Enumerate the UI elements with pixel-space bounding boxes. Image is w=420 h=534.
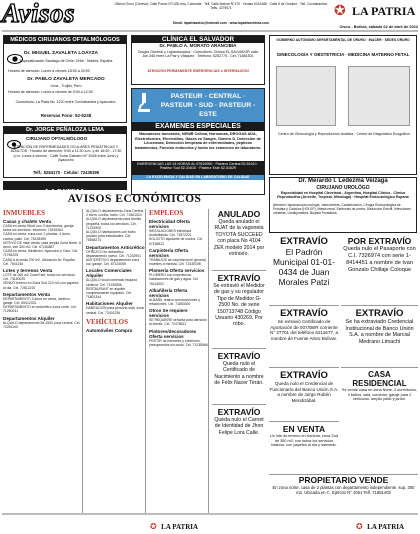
notice-body: Queda nulo el Pasaporte con C.I. 7326974 con serie 1-8414451 a nombre de Ivan Gonzalo Chillaje Coloque xyxy=(343,246,416,273)
hospital-title: GINECOLOGÍA Y OBSTETRICIA · MEDICINA MATERNO FETAL xyxy=(276,52,410,57)
notice-body: Queda anulado el RUAT de la vagoneta TOYOTA SUCCEED con placa No 4104 ZEK modelo 2014 por extravío. xyxy=(213,219,265,258)
ad-sub: CIRUJANO UROLÓGO xyxy=(316,185,370,191)
doctor2-name: Dr. PABLO ZAVALETA MERCADO xyxy=(27,77,105,82)
notice-title: CASA RESIDENCIAL xyxy=(352,370,407,388)
brand-logo xyxy=(334,2,418,22)
page-header xyxy=(0,0,420,32)
notice-extravio-colegio xyxy=(269,370,339,422)
classified-ad: CASA en venta 96m2 con 3 dormitorios, garaje, todos los servicios. Informes: 71839264 xyxy=(3,224,75,233)
category-heading: Plomería Oferta servicios xyxy=(149,268,205,274)
notice-casa-residencial xyxy=(341,370,418,426)
notice-body: Un lote de terreno en Kantuta, zona Sud de 350 m2, con todos los servicios básicos, con papeles al día y saneado. xyxy=(270,434,338,448)
classified-ad: MOTIVO DE viaje vendo casa amplia Zona Norte, 8 dorm, lote 300 m2. Cel. 67154887 xyxy=(3,240,81,250)
classified-ad: ALQUILO departamento para familia pequeña, todos los servicios. Cel. 71231900 xyxy=(86,217,142,230)
classified-ad: SOLICITO ayudante de cocina. Cel. 67156822 xyxy=(149,237,204,246)
classified-ad: CASA en venta, zona sud, 2 plantas, 4 dorm, cocina, patio. Cel. 76128455 xyxy=(3,232,71,241)
exams-title: EXÁMENES ESPECIALES xyxy=(132,122,264,131)
office-lines: Oficina Oruro (Central): Calle Potosí N°1430 esq. Colombia · Telf. Calle Bolívar N°470 · Ventas 5242488 · Calle 6 de Octubre · Telf. Cochabamba: Telfs. 4279571 xyxy=(114,2,328,10)
page-footer xyxy=(0,513,420,531)
logos-row: GOBIERNO AUTÓNOMO DEPARTAMENTAL DE ORURO · INACER · SEDES ORURO xyxy=(276,38,410,42)
notice-extravio-certificado xyxy=(341,308,418,368)
category-heading: Carpintería Oferta servicios xyxy=(149,247,189,258)
middle-classified-column xyxy=(86,209,146,514)
category-heading: Casas y chalets Venta xyxy=(3,219,52,224)
phone: Reservas Fono: 52-5238 xyxy=(40,113,92,118)
star-icon: ✪ xyxy=(356,522,363,531)
inmuebles-head: INMUEBLES xyxy=(3,209,46,217)
notice-title: EXTRAVÍO xyxy=(217,407,261,417)
classified-ad: TRABAJOS de carpintería en general, muebles a medida. Cel. 72430198 xyxy=(149,257,207,267)
category-heading: Departamentos Venta xyxy=(3,291,50,297)
notice-por-extravio xyxy=(341,236,418,306)
notice-title: EN VENTA xyxy=(282,424,326,434)
inmuebles-column xyxy=(3,209,83,514)
vehiculos-head: VEHÍCULOS xyxy=(86,317,129,326)
category-heading: Lotes y terrenos Venta xyxy=(3,268,53,274)
footer-logo-left xyxy=(150,516,210,531)
phones: EMERGENCIAS LAS 24 HORAS AL 67819050 · Pasteur Central 52-51610 · Pasteur Sud 52-31610 · Pasteur Este 52-51629 xyxy=(132,161,264,175)
classified-ad: PLOMERO con experiencia, instalaciones de gas y agua. Cel. 76114002 xyxy=(149,273,199,286)
doctor-photo xyxy=(348,66,410,126)
band-brand: LA PATRIA xyxy=(45,187,85,196)
notice-extravio-cedula xyxy=(269,308,339,368)
notice-title: EXTRAVÍO xyxy=(217,273,261,283)
notice-body: Se ha extraviado Credencial Institucional de Banco Unión S.A. a nombre de Marcial Medrano Limachi xyxy=(345,319,414,345)
hours1: Horario de atención: Lunes a viernes 18:00 a 20:00 xyxy=(8,69,90,73)
doctor-photo xyxy=(276,66,336,126)
header-title: Avisos xyxy=(2,0,76,28)
ad-title: CLÍNICA EL SALVADOR xyxy=(132,36,264,43)
classified-ad: ALQUILO habitaciones con baño privado para estudiantes. Cel. 76548273 xyxy=(86,230,136,243)
ad-hospital xyxy=(269,35,417,175)
classified-ad: INSTALACIONES eléctricas domiciliarias. Cel. 71872221 xyxy=(149,229,192,238)
classified-ad: ALQUILO departamento Bs 1500 zona central. Cel. 72281140 xyxy=(3,320,81,329)
ad-clinica-salvador xyxy=(131,35,265,85)
classified-ad: ANTICRÉTICO departamento zona sur, garaje. Cel. 67124055 xyxy=(86,258,140,267)
classified-ad: ALBAÑIL realiza construcciones y refacciones. Cel. 71853300 xyxy=(149,297,200,307)
ad-medicos-oftalmologos xyxy=(3,35,127,123)
doctor1-sub: Especialización Santiago de Chile, Chile · Madrid, España xyxy=(19,59,113,63)
notice-body: El Padrón Municipal 01-01-0434 de Juan Morales Patzi xyxy=(273,247,335,287)
notice-en-venta xyxy=(269,424,339,472)
classified-ad: DEPARTAMENTO en anticrético zona norte. Cel. 71250041 xyxy=(3,305,77,314)
notice-extravio-municipal xyxy=(269,236,339,306)
category-heading: Habitaciones Alquiler xyxy=(86,301,133,307)
ad-veizaga xyxy=(269,177,417,233)
pasteur-footer: LA EXCELENCIA Y CALIDAD EN LABORATORIO DE CALIDAD xyxy=(132,175,264,180)
classified-ad: OFREZCO en anticrético departamento nuevo. Cel. 71232901 xyxy=(86,249,142,258)
notice-body: Queda nulo el Certificado de Nacimiento a nombre de Félix Nacer Terán. xyxy=(214,361,264,387)
notice-extravio-carnet xyxy=(212,407,266,461)
notice-title: EXTRAVÍO xyxy=(280,370,328,381)
ad-sub: CIRUJANO OFTALMÓLOGO xyxy=(26,136,88,141)
category-heading: Otros Se requiere servicios xyxy=(149,308,188,319)
notice-title: ANULADO xyxy=(217,209,261,219)
category-heading: Departamentos Alquiler xyxy=(3,315,55,321)
category-heading: Pintores/decoradores Oferta servicios xyxy=(149,328,197,339)
ad-sub: Dr. PABLO A. MORATO ARANCIBIA xyxy=(159,43,237,48)
notice-title: POR EXTRAVÍO xyxy=(347,236,412,246)
classified-ad: SE REQUIERE señorita para atención al cliente. Cel. 72476611 xyxy=(149,318,207,327)
classified-ad: LOTE de 360 m2 Zona Este, todos los servicios. Cel. 73140025 xyxy=(3,273,76,282)
notice-body: Se extravió Certificado de Aportación de 007/08/R corriente N° 27701 del teléfono 5211677, a nombre de Fuente Arteo Bolívar. xyxy=(269,319,339,341)
dateline: Oruro - Bolivia, sábado 02 de abril de 2022 xyxy=(339,24,418,29)
category-heading: Automóviles Compra xyxy=(86,327,133,333)
footer-brand: LA PATRIA xyxy=(161,523,199,531)
doctor1-name: Dr. MIGUEL ZAVALETA LOAYZA xyxy=(24,51,98,56)
notice-body: Queda nulo el Carnet de Identidad de Jhon Felipe Lora Calle. xyxy=(214,417,264,436)
economicos-header xyxy=(3,193,266,207)
ad-body: Especialidad en Hospital Cleveland - Argentina, Hospital Clínico - Clínica Reproductiva (Arrecife, Tropical, Miroduga) · Hospital Endourológico Espana xyxy=(277,191,409,200)
category-heading: Locales Comerciales Alquiler xyxy=(86,268,132,279)
la-patria-band xyxy=(3,181,127,196)
notice-body: En zona norte, casa de 2 plantas con departamento independiente, sup. 300 m2. Ubicada en C. Ejército N° 1051 Telf. 71881402 xyxy=(272,485,415,496)
classified-ad: ALQUILO departamento Zona Central, 2 dorm, cocina, baño. Cel. 71561024 xyxy=(86,209,145,218)
ad-title: MÉDICOS CIRUJANOS OFTALMÓLOGOS xyxy=(4,36,126,44)
header-email: Email: lapatriaaviso@hotmail.com · www.lapatriaenlinea.com xyxy=(173,21,269,25)
notice-title: EXTRAVÍO xyxy=(217,351,261,361)
footer-logo-right xyxy=(356,516,418,531)
notice-body: Queda nulo el Credencial de Funcionario del Banco Unión S.A. a nombre de Jorge Rubén Mendizábal. xyxy=(269,381,339,403)
ad-penaloza xyxy=(3,126,127,178)
category-heading: Albañilería Oferta servicios xyxy=(149,287,188,298)
category-heading: Electricidad Oferta servicios xyxy=(149,219,190,229)
economicos-title: AVISOS ECONÓMICOS xyxy=(67,193,202,205)
address: Consultorio: La Plata No. 1220 entre Cochabamba y Ayacucho. xyxy=(15,100,117,104)
ad-body: Cirugía General y Laparoscópica · Consultorio: Clínica EL SALVADOR calle Jun 348 entre La Paz y Vásquez · Teléfono: 5252775 - Cel: 71881501 xyxy=(137,50,259,59)
exams-body: Marcadores tumorales, NEWB Cellma, Hormonas, DROGAS ADA, Electroforesis, Electrolitos, Gases en Sangre, Dímero D, Detección de Leucemias, Detección temprana de enfermedades, pépticos tratamientos, Función endocrina y todos los exámenes de laboratorio. xyxy=(134,132,262,150)
empleos-column xyxy=(149,209,209,514)
phone: Telf.: 5284170 · Celular: 72435399 xyxy=(32,170,100,175)
classified-ad: ALQUILO local comercial esquina céntrica. Cel. 71230556 xyxy=(86,278,137,287)
classified-ad: RESTAURANT en alquiler completamente equipado. Cel. 71801344 xyxy=(86,286,132,300)
hospital-body: Centro de Ginecología y Reproducción Asistida · Centro de Diagnóstico Ecográfico xyxy=(277,132,411,136)
empleos-head: EMPLEOS xyxy=(149,209,184,217)
notice-body: Se vende casa en zona Norte, 4 dormitorios, 3 baños, sala, comedor, garaje para 2 vehículos, amplio patio y jardín. xyxy=(341,388,418,402)
doctor2-sub: Lima - Trujillo, Perú xyxy=(50,84,82,88)
category-heading: Departamentos Anticrético xyxy=(86,244,145,250)
ad-title: Dr. JORGE PEÑALOZA LEMA xyxy=(4,127,126,134)
notice-title: EXTRAVÍO xyxy=(280,308,328,319)
attention: ATENCIÓN PERMANENTE EMERGENCIAS e INTERNACIÓN xyxy=(147,69,249,73)
classified-ad: VENDO terreno en Zona Sud 210 m2 con papeles al día. Cel. 72812210 xyxy=(3,281,79,290)
notice-title: PROPIETARIO VENDE xyxy=(298,475,389,485)
ad-body: ATENCIÓN DE ENFERMEDADES OCULARES PEDIÁTRICAS Y ADULTOS · Horario de atención: 9:00 a 11:30 a.m. y de 16:00 - 17:30 p.m. Lunes a viernes · Calle Soria Galvarro N° 6345 entre Junín y Ayacucho xyxy=(10,145,122,162)
star-icon: ✪ xyxy=(334,2,346,18)
microscope-icon xyxy=(136,92,152,114)
brand-name: LA PATRIA xyxy=(352,4,416,18)
ad-title: Dr. Merardo I. Ledezma Veizaga xyxy=(298,178,388,184)
notice-extravio-central xyxy=(212,273,266,349)
services: Atención: laparoscopía urología, vasectomías, Cauterización, Cirugía Endourológica de Próstata y Calculos (HOLEP), litiasis renal, Estenosis de uretra, Disfunción Eréctil, Infecciones urinarias, Uroflujometría, Biopsia Prostática. xyxy=(273,203,411,215)
star-icon: ✪ xyxy=(150,522,157,531)
ad-pasteur xyxy=(131,88,265,195)
classified-ad: CASA a la venta 700 m2. Ubicación Av. España. Cel. 7541234 xyxy=(3,257,76,266)
pasteur-banner xyxy=(132,89,264,122)
classified-ad: DEPARTAMENTO 3 dorm en venta, céntrico, garaje. Cel. 65412331 xyxy=(3,296,71,306)
eye-icon xyxy=(7,136,21,145)
notice-title: EXTRAVÍO xyxy=(280,236,328,247)
notice-body: Se extravió el Medidor de gas y su regulador Tipo de Medidor G-2500 No. de serie 150713748 Código Usuario 430269. Por robo. xyxy=(213,283,265,328)
classified-ad: HABITACIÓN para persona sola, zona central. Cel. 72401236 xyxy=(86,306,144,315)
notice-propietario-vende xyxy=(269,474,418,510)
notice-extravio-felix xyxy=(212,351,266,405)
classified-ad: CASA en venta, Miraflores. Ayacucho y Caro. Cel. 71784209 xyxy=(3,249,79,258)
hours2: Horario de atención: Lunes a viernes de 9:00 a 12:00 xyxy=(8,90,93,94)
notice-title: EXTRAVÍO xyxy=(355,308,404,319)
classified-ad: PINTOR de interiores y exteriores, presupuestos sin costo. Cel. 71235566 xyxy=(149,338,208,347)
footer-brand-right: LA PATRIA xyxy=(367,523,405,531)
pasteur-title: PASTEUR - CENTRAL · PASTEUR - SUD · PASTEUR - ESTE xyxy=(160,93,256,118)
notice-anulado xyxy=(212,209,266,271)
